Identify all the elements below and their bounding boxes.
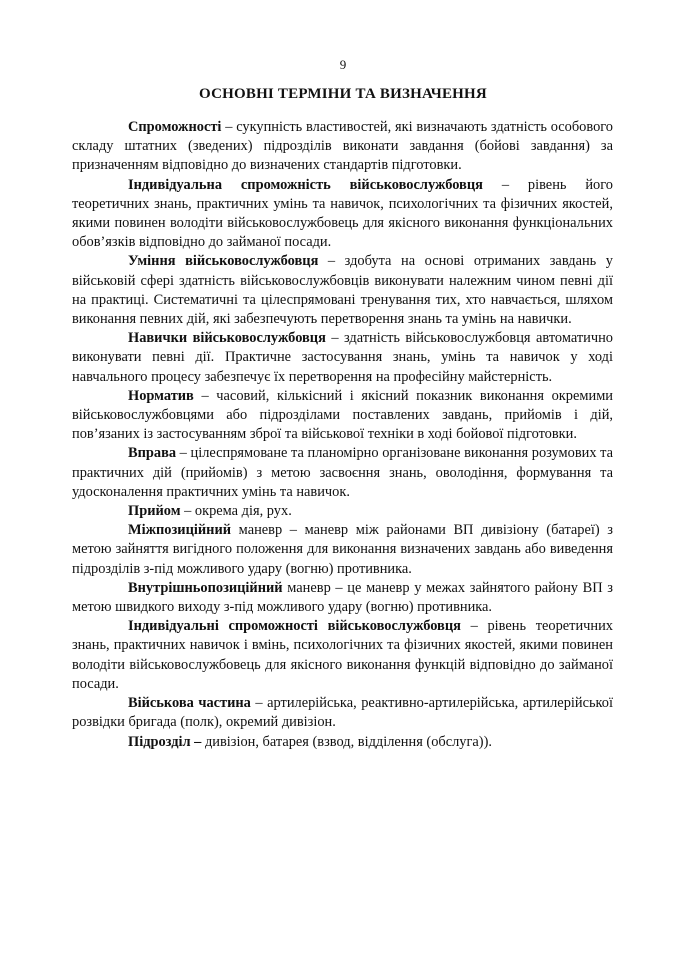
term-definition: – окрема дія, рух.: [180, 503, 292, 520]
term-entry: [72, 617, 613, 694]
term-entry: [72, 329, 613, 387]
term-name: Спроможності: [128, 119, 222, 135]
term-definition: – здатність військовослужбовця автоматично виконувати певні дії. Практичне застосування знань, умінь та навичок у ході навчального процесу забезпечує їх перетворення на професійну майстерність.: [72, 330, 613, 385]
term-definition: – рівень його теоретичних знань, практичних умінь та навичок, психологічних та фізичних якостей, якими повинен володіти військовослужбовець для якісного виконання функціональних обов’язків відповідно до займаної посади.: [72, 176, 613, 251]
page-title: ОСНОВНІ ТЕРМІНИ ТА ВИЗНАЧЕННЯ: [199, 86, 487, 102]
term-entry: [72, 176, 613, 253]
term-definition: – цілеспрямоване та планомірно організоване виконання розумових та практичних дій (прийомів) з метою засвоєння знань, оволодіння, формування та удосконалення практичних умінь та навичок.: [72, 445, 613, 500]
term-definition: – рівень теоретичних знань, практичних навичок і вмінь, психологічних та фізичних якостей, якими повинен володіти військовослужбовець для якісного виконання функцій відповідно до займаної посади.: [72, 618, 613, 692]
term-name: Підрозділ –: [128, 733, 202, 750]
term-definition: маневр – це маневр у межах зайнятого району ВП з метою швидкого виходу з-під можливого удару (вогню) противника.: [72, 579, 613, 616]
page-number: 9: [339, 57, 347, 72]
term-definition: дивізіон, батарея (взвод, відділення (обслуга)).: [201, 733, 492, 750]
term-entry: [72, 444, 613, 502]
term-name: Військова частина: [128, 695, 251, 712]
term-entry: [72, 733, 613, 752]
term-name: Індивідуальні спроможності військовослужбовця: [128, 618, 461, 635]
term-name: Вправа: [128, 445, 177, 462]
term-name: Внутрішньопозиційний: [128, 579, 283, 596]
term-entry: [72, 502, 613, 521]
term-name: Прийом: [128, 503, 181, 520]
term-entry: [72, 521, 613, 579]
term-name: Навички військовослужбовця: [128, 330, 326, 347]
term-name: Індивідуальна спроможність військовослужбовця: [128, 176, 483, 193]
term-definition: – сукупність властивостей, які визначають здатність особового складу штатних (зведених) підрозділів виконати завдання (бойові завдання) за призначенням відповідно до визначених стандартів підготовки.: [72, 119, 613, 174]
term-entry: [72, 252, 613, 329]
term-name: Міжпозиційний: [128, 522, 232, 539]
term-entry: [72, 387, 613, 445]
terms-list: [72, 118, 613, 752]
term-entry: [72, 694, 613, 732]
term-definition: – здобута на основі отриманих завдань у військовій сфері здатність військовослужбовців виконувати належним чином певні дії на практиці. Систематичні та цілеспрямовані тренування тих, хто навчається, шляхом виконання певних дій, які забезпечують перетворення знань та умінь на навички.: [72, 253, 613, 328]
term-definition: – часовий, кількісний і якісний показник виконання окремими військовослужбовцями або підрозділами поставлених завдань, прийомів і дій, пов’язаних із застосуванням зброї та військової техніки в ході бойової підготовки.: [72, 387, 613, 443]
term-definition: – артилерійська, реактивно-артилерійська, артилерійської розвідки бригада (полк), окремий дивізіон.: [72, 695, 613, 731]
term-entry: [72, 579, 613, 617]
term-name: Норматив: [128, 387, 194, 404]
term-entry: [72, 118, 613, 176]
term-definition: маневр – маневр між районами ВП дивізіону (батареї) з метою зайняття вигідного положення для виконання визначених завдань або виведення підрозділів з-під можливого удару (вогню) противника.: [72, 522, 613, 577]
term-name: Уміння військовослужбовця: [128, 253, 319, 270]
